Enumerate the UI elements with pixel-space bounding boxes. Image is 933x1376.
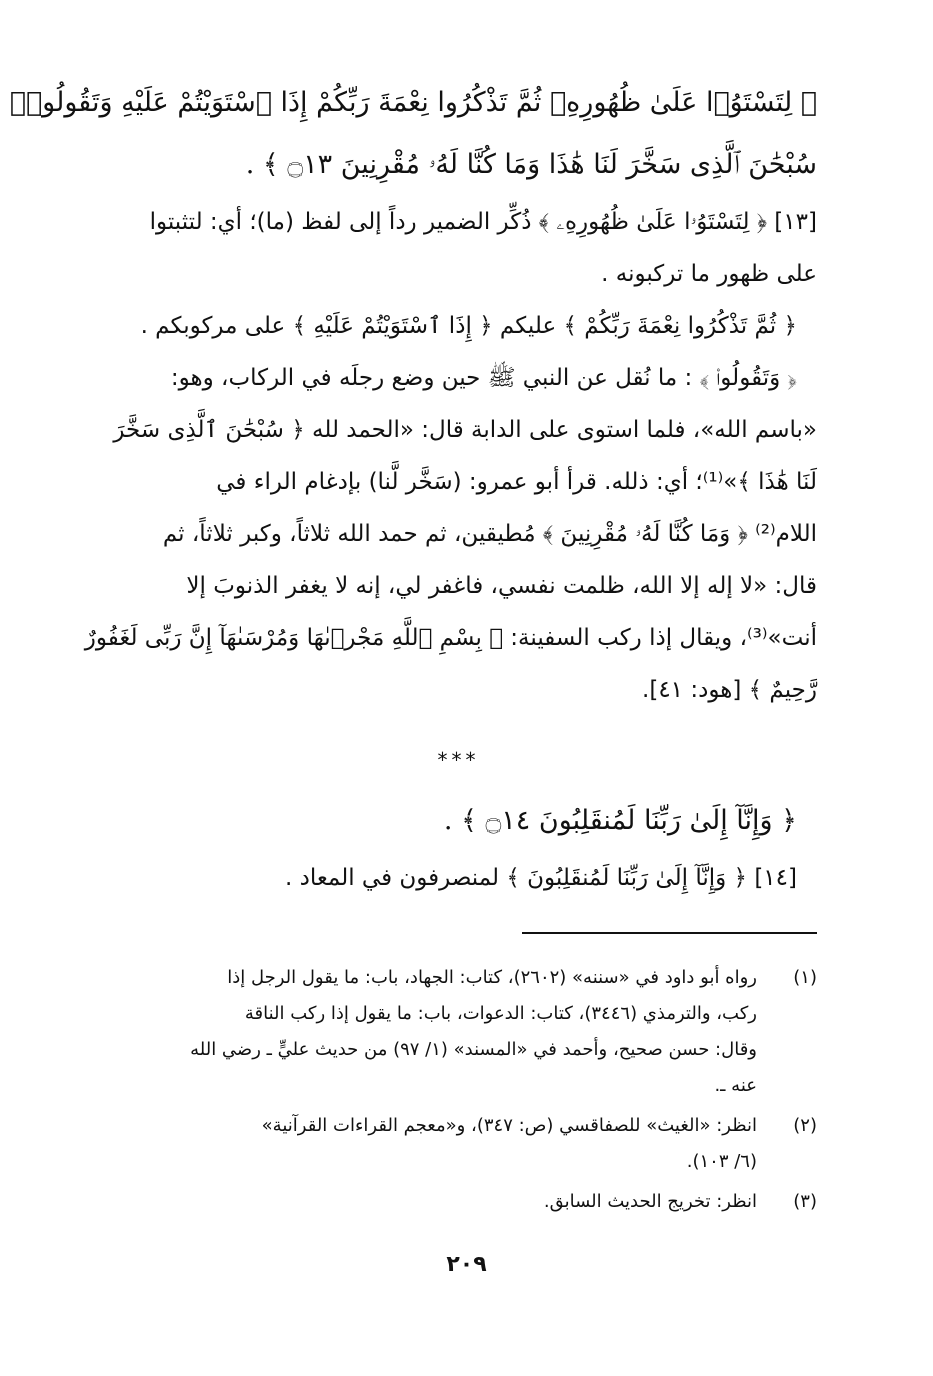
commentary-13-line-1: [١٣] ﴿ لِتَسْتَوُۥا عَلَىٰ ظُهُورِهِۦ ﴾ ذُكِّر الضمير رداً إلى لفظ (ما)؛ أي: لتثبتوا — [149, 209, 817, 235]
footnote-line: انظر: تخريج الحديث السابق. — [543, 1191, 757, 1212]
footnote-line: انظر: «الغيث» للصفاقسي (ص: ٣٤٧)، و«معجم القراءات القرآنية» — [261, 1115, 757, 1136]
commentary-13-line-2: على ظهور ما تركبونه . — [601, 261, 817, 287]
footnote-line: (٦/ ١٠٣). — [686, 1151, 757, 1172]
footnote-line: وقال: حسن صحيح، وأحمد في «المسند» (١/ ٩٧) من حديث عليٍّ ـ رضي الله — [190, 1039, 757, 1060]
footnote-1 — [100, 960, 817, 1104]
footnote-text — [100, 1108, 757, 1180]
footnote-text — [100, 960, 757, 1104]
commentary-13-saying-line-4: اللام⁽²⁾ ﴿ وَمَا كُنَّا لَهُۥ مُقْرِنِينَ ﴾ مُطيقين، ثم حمد الله ثلاثاً، وكبر ثلاثاً، ثم — [162, 521, 817, 547]
footnote-line: رواه أبو داود في «سننه» (٢٦٠٢)، كتاب: الجهاد، باب: ما يقول الرجل إذا — [227, 967, 757, 988]
page-number: ٢٠٩ — [446, 1252, 487, 1277]
commentary-13-saying-line-2: «باسم الله»، فلما استوى على الدابة قال: «الحمد لله ﴿ سُبْحَٰنَ ٱلَّذِى سَخَّرَ — [113, 417, 817, 443]
commentary-13-saying-line-3: لَنَا هَٰذَا ﴾»⁽¹⁾؛ أي: ذلله. قرأ أبو عمرو: (سَخَّر لَّنا) بإدغام الراء في — [216, 469, 817, 495]
footnote-divider-wrap — [100, 932, 817, 934]
verse-13-line-1: ﴿ لِتَسْتَوُۥا عَلَىٰ ظُهُورِهِۦ ثُمَّ تَذْكُرُوا نِعْمَةَ رَبِّكُمْ إِذَا ٱسْتَوَيْتُمْ عَلَيْهِ وَتَقُولُوا۟ — [9, 87, 817, 118]
footnote-2 — [100, 1108, 817, 1180]
verse-14: ﴿ وَإِنَّآ إِلَىٰ رَبِّنَا لَمُنقَلِبُونَ ۝١٤ ﴾ . — [443, 805, 797, 836]
commentary-13-remembrance: ﴿ ثُمَّ تَذْكُرُوا نِعْمَةَ رَبِّكُمْ ﴾ عليكم ﴿ إِذَا ٱسْتَوَيْتُمْ عَلَيْهِ ﴾ على مركوبكم . — [140, 313, 797, 339]
commentary-14: [١٤] ﴿ وَإِنَّآ إِلَىٰ رَبِّنَا لَمُنقَلِبُونَ ﴾ لمنصرفون في المعاد . — [284, 865, 797, 891]
commentary-13-saying-line-6: أنت»⁽³⁾، ويقال إذا ركب السفينة: ﴿ بِسْمِ ٱللَّهِ مَجْرٜىٰهَا وَمُرْسَىٰهَآ إِنَّ رَبِّى لَغَفُورٌ — [84, 625, 817, 651]
footnotes — [100, 960, 817, 1220]
commentary-13-saying-line-7: رَّحِيمٌ ﴾ [هود: ٤١]. — [642, 677, 817, 703]
verse-13-line-2: سُبْحَٰنَ ٱلَّذِى سَخَّرَ لَنَا هَٰذَا وَمَا كُنَّا لَهُۥ مُقْرِنِينَ ۝١٣ ﴾ . — [245, 149, 817, 180]
footnote-text — [100, 1184, 757, 1220]
footnote-line: ركب، والترمذي (٣٤٤٦)، كتاب: الدعوات، باب: ما يقول إذا ركب الناقة — [244, 1003, 757, 1024]
section-separator-stars: *** — [437, 748, 480, 772]
footnote-number: (٢) — [793, 1115, 817, 1136]
footnote-line: عنه ـ. — [714, 1075, 757, 1096]
commentary-13-saying-line-5: قال: «لا إله إلا الله، ظلمت نفسي، فاغفر لي، إنه لا يغفر الذنوبَ إلا — [186, 573, 817, 599]
footnote-number: (٣) — [793, 1191, 817, 1212]
commentary-13-saying-line-1: ﴿ وَتَقُولُوا۟ ﴾ : ما نُقل عن النبي ﷺ حين وضع رجلَه في الركاب، وهو: — [170, 365, 797, 391]
footnote-divider — [522, 932, 817, 934]
footnote-number: (١) — [793, 967, 817, 988]
footnote-3 — [100, 1184, 817, 1220]
